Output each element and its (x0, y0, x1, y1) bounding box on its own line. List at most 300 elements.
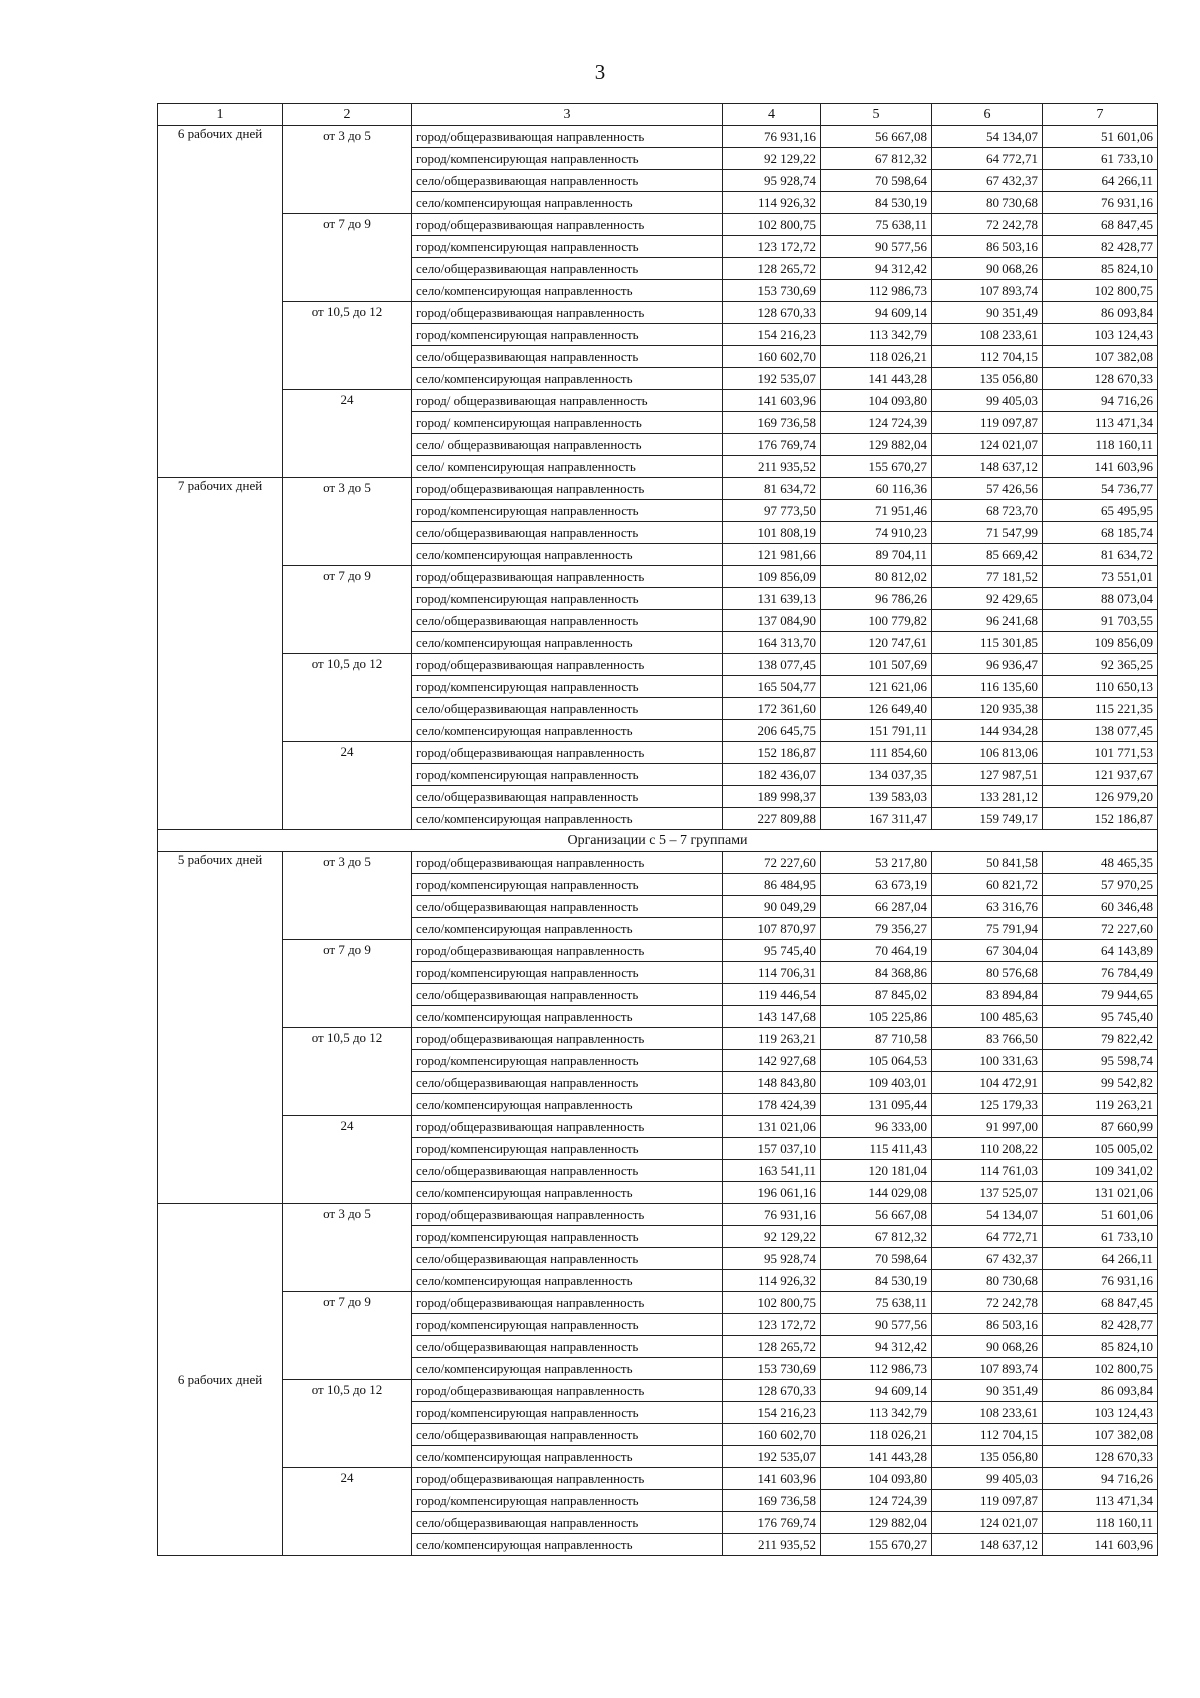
cost-value: 48 465,35 (1043, 852, 1158, 874)
cost-value: 107 893,74 (932, 1358, 1043, 1380)
direction-label: город/общеразвивающая направленность (412, 1380, 723, 1402)
column-header: 2 (283, 104, 412, 126)
cost-value: 63 673,19 (821, 874, 932, 896)
direction-label: город/компенсирующая направленность (412, 1314, 723, 1336)
cost-value: 60 116,36 (821, 478, 932, 500)
cost-value: 124 724,39 (821, 1490, 932, 1512)
cost-value: 114 926,32 (723, 192, 821, 214)
work-days-label: 6 рабочих дней (177, 1371, 263, 1387)
cost-value: 86 093,84 (1043, 1380, 1158, 1402)
cost-value: 131 639,13 (723, 588, 821, 610)
table-row (158, 1028, 1158, 1050)
cost-value: 116 135,60 (932, 676, 1043, 698)
direction-label: село/общеразвивающая направленность (412, 1248, 723, 1270)
cost-value: 104 093,80 (821, 1468, 932, 1490)
cost-value: 103 124,43 (1043, 324, 1158, 346)
hours-cell: от 7 до 9 (283, 1292, 412, 1380)
cost-value: 86 503,16 (932, 1314, 1043, 1336)
cost-value: 119 097,87 (932, 412, 1043, 434)
direction-label: село/компенсирующая направленность (412, 808, 723, 830)
direction-label: село/общеразвивающая направленность (412, 610, 723, 632)
section-title-row (158, 830, 1158, 852)
cost-value: 79 822,42 (1043, 1028, 1158, 1050)
direction-label: город/компенсирующая направленность (412, 500, 723, 522)
cost-value: 128 670,33 (1043, 368, 1158, 390)
cost-value: 143 147,68 (723, 1006, 821, 1028)
cost-value: 118 026,21 (821, 346, 932, 368)
cost-value: 211 935,52 (723, 456, 821, 478)
column-header: 7 (1043, 104, 1158, 126)
cost-value: 151 791,11 (821, 720, 932, 742)
cost-value: 102 800,75 (1043, 280, 1158, 302)
cost-value: 119 097,87 (932, 1490, 1043, 1512)
table-row (158, 214, 1158, 236)
cost-value: 113 471,34 (1043, 412, 1158, 434)
cost-value: 189 998,37 (723, 786, 821, 808)
cost-value: 67 432,37 (932, 170, 1043, 192)
cost-value: 127 987,51 (932, 764, 1043, 786)
hours-cell: от 7 до 9 (283, 940, 412, 1028)
cost-value: 57 426,56 (932, 478, 1043, 500)
cost-value: 82 428,77 (1043, 1314, 1158, 1336)
cost-value: 137 525,07 (932, 1182, 1043, 1204)
cost-value: 72 242,78 (932, 1292, 1043, 1314)
cost-value: 64 772,71 (932, 148, 1043, 170)
table-row (158, 852, 1158, 874)
cost-value: 192 535,07 (723, 368, 821, 390)
cost-value: 107 893,74 (932, 280, 1043, 302)
direction-label: город/компенсирующая направленность (412, 1490, 723, 1512)
cost-value: 76 931,16 (1043, 1270, 1158, 1292)
cost-value: 148 843,80 (723, 1072, 821, 1094)
cost-value: 131 021,06 (723, 1116, 821, 1138)
cost-value: 79 944,65 (1043, 984, 1158, 1006)
direction-label: село/компенсирующая направленность (412, 192, 723, 214)
cost-value: 82 428,77 (1043, 236, 1158, 258)
cost-value: 94 716,26 (1043, 1468, 1158, 1490)
cost-value: 160 602,70 (723, 1424, 821, 1446)
cost-value: 91 997,00 (932, 1116, 1043, 1138)
cost-value: 90 351,49 (932, 1380, 1043, 1402)
table-row (158, 1380, 1158, 1402)
cost-value: 95 928,74 (723, 1248, 821, 1270)
cost-value: 57 970,25 (1043, 874, 1158, 896)
direction-label: город/ компенсирующая направленность (412, 412, 723, 434)
cost-value: 169 736,58 (723, 412, 821, 434)
cost-value: 90 577,56 (821, 236, 932, 258)
cost-value: 124 724,39 (821, 412, 932, 434)
cost-value: 96 333,00 (821, 1116, 932, 1138)
cost-value: 152 186,87 (1043, 808, 1158, 830)
cost-value: 109 403,01 (821, 1072, 932, 1094)
direction-label: город/общеразвивающая направленность (412, 126, 723, 148)
cost-value: 67 812,32 (821, 148, 932, 170)
cost-value: 91 703,55 (1043, 610, 1158, 632)
cost-value: 123 172,72 (723, 1314, 821, 1336)
cost-value: 80 576,68 (932, 962, 1043, 984)
cost-value: 64 266,11 (1043, 1248, 1158, 1270)
cost-value: 68 723,70 (932, 500, 1043, 522)
table-row (158, 478, 1158, 500)
cost-value: 131 021,06 (1043, 1182, 1158, 1204)
cost-value: 86 484,95 (723, 874, 821, 896)
cost-value: 70 598,64 (821, 170, 932, 192)
cost-value: 206 645,75 (723, 720, 821, 742)
cost-value: 112 986,73 (821, 1358, 932, 1380)
cost-value: 128 670,33 (723, 302, 821, 324)
direction-label: город/общеразвивающая направленность (412, 1468, 723, 1490)
hours-cell: 24 (283, 390, 412, 478)
column-header: 5 (821, 104, 932, 126)
cost-value: 73 551,01 (1043, 566, 1158, 588)
direction-label: село/ компенсирующая направленность (412, 456, 723, 478)
table-row (158, 126, 1158, 148)
cost-value: 144 029,08 (821, 1182, 932, 1204)
cost-value: 131 095,44 (821, 1094, 932, 1116)
cost-value: 118 160,11 (1043, 434, 1158, 456)
direction-label: город/компенсирующая направленность (412, 962, 723, 984)
cost-value: 159 749,17 (932, 808, 1043, 830)
cost-value: 141 603,96 (723, 390, 821, 412)
cost-value: 61 733,10 (1043, 1226, 1158, 1248)
cost-value: 227 809,88 (723, 808, 821, 830)
direction-label: город/компенсирующая направленность (412, 236, 723, 258)
cost-value: 172 361,60 (723, 698, 821, 720)
direction-label: село/общеразвивающая направленность (412, 1336, 723, 1358)
cost-value: 192 535,07 (723, 1446, 821, 1468)
cost-value: 112 704,15 (932, 1424, 1043, 1446)
cost-value: 115 411,43 (821, 1138, 932, 1160)
cost-value: 90 068,26 (932, 1336, 1043, 1358)
direction-label: город/общеразвивающая направленность (412, 1204, 723, 1226)
direction-label: село/компенсирующая направленность (412, 1094, 723, 1116)
cost-value: 112 704,15 (932, 346, 1043, 368)
direction-label: город/компенсирующая направленность (412, 324, 723, 346)
cost-value: 53 217,80 (821, 852, 932, 874)
table-row (158, 566, 1158, 588)
direction-label: село/общеразвивающая направленность (412, 896, 723, 918)
table-row (158, 1204, 1158, 1226)
direction-label: село/компенсирующая направленность (412, 720, 723, 742)
cost-value: 83 766,50 (932, 1028, 1043, 1050)
direction-label: город/ общеразвивающая направленность (412, 390, 723, 412)
cost-value: 72 242,78 (932, 214, 1043, 236)
cost-value: 102 800,75 (723, 214, 821, 236)
cost-value: 141 603,96 (1043, 456, 1158, 478)
cost-value: 111 854,60 (821, 742, 932, 764)
cost-value: 148 637,12 (932, 456, 1043, 478)
direction-label: село/общеразвивающая направленность (412, 1424, 723, 1446)
cost-value: 167 311,47 (821, 808, 932, 830)
cost-value: 129 882,04 (821, 434, 932, 456)
cost-value: 85 669,42 (932, 544, 1043, 566)
hours-cell: от 7 до 9 (283, 214, 412, 302)
cost-value: 67 432,37 (932, 1248, 1043, 1270)
cost-value: 141 443,28 (821, 1446, 932, 1468)
cost-value: 90 577,56 (821, 1314, 932, 1336)
cost-value: 94 609,14 (821, 302, 932, 324)
cost-value: 88 073,04 (1043, 588, 1158, 610)
cost-value: 105 005,02 (1043, 1138, 1158, 1160)
cost-value: 68 847,45 (1043, 214, 1158, 236)
cost-value: 113 342,79 (821, 1402, 932, 1424)
cost-value: 119 446,54 (723, 984, 821, 1006)
cost-value: 108 233,61 (932, 324, 1043, 346)
table-row (158, 1292, 1158, 1314)
cost-value: 196 061,16 (723, 1182, 821, 1204)
cost-value: 142 927,68 (723, 1050, 821, 1072)
cost-value: 92 429,65 (932, 588, 1043, 610)
direction-label: село/компенсирующая направленность (412, 280, 723, 302)
cost-value: 84 368,86 (821, 962, 932, 984)
cost-value: 56 667,08 (821, 1204, 932, 1226)
cost-value: 124 021,07 (932, 1512, 1043, 1534)
direction-label: город/общеразвивающая направленность (412, 302, 723, 324)
cost-value: 77 181,52 (932, 566, 1043, 588)
cost-value: 125 179,33 (932, 1094, 1043, 1116)
cost-value: 113 471,34 (1043, 1490, 1158, 1512)
cost-value: 120 181,04 (821, 1160, 932, 1182)
cost-value: 120 935,38 (932, 698, 1043, 720)
direction-label: город/компенсирующая направленность (412, 588, 723, 610)
cost-value: 141 603,96 (1043, 1534, 1158, 1556)
direction-label: село/общеразвивающая направленность (412, 698, 723, 720)
direction-label: село/компенсирующая направленность (412, 1446, 723, 1468)
table-row (158, 390, 1158, 412)
cost-value: 128 265,72 (723, 258, 821, 280)
cost-value: 87 710,58 (821, 1028, 932, 1050)
column-header: 3 (412, 104, 723, 126)
cost-value: 80 812,02 (821, 566, 932, 588)
work-days-cell (158, 852, 283, 1204)
cost-value: 60 346,48 (1043, 896, 1158, 918)
work-days-label: 6 рабочих дней (177, 126, 263, 141)
cost-value: 76 931,16 (1043, 192, 1158, 214)
cost-value: 92 129,22 (723, 148, 821, 170)
cost-value: 128 670,33 (1043, 1446, 1158, 1468)
cost-value: 121 621,06 (821, 676, 932, 698)
cost-value: 165 504,77 (723, 676, 821, 698)
cost-value: 164 313,70 (723, 632, 821, 654)
cost-value: 76 931,16 (723, 1204, 821, 1226)
table-row (158, 742, 1158, 764)
table-row (158, 302, 1158, 324)
cost-value: 90 049,29 (723, 896, 821, 918)
cost-value: 110 650,13 (1043, 676, 1158, 698)
work-days-cell (158, 126, 283, 478)
cost-value: 155 670,27 (821, 456, 932, 478)
cost-value: 50 841,58 (932, 852, 1043, 874)
cost-value: 71 547,99 (932, 522, 1043, 544)
cost-value: 105 225,86 (821, 1006, 932, 1028)
cost-value: 86 503,16 (932, 236, 1043, 258)
cost-value: 64 772,71 (932, 1226, 1043, 1248)
cost-value: 84 530,19 (821, 1270, 932, 1292)
cost-value: 96 786,26 (821, 588, 932, 610)
direction-label: село/общеразвивающая направленность (412, 786, 723, 808)
table-row (158, 654, 1158, 676)
work-days-label: 7 рабочих дней (177, 478, 263, 493)
direction-label: город/компенсирующая направленность (412, 148, 723, 170)
cost-value: 137 084,90 (723, 610, 821, 632)
cost-value: 85 824,10 (1043, 258, 1158, 280)
cost-value: 154 216,23 (723, 324, 821, 346)
cost-value: 67 812,32 (821, 1226, 932, 1248)
cost-value: 63 316,76 (932, 896, 1043, 918)
cost-value: 128 265,72 (723, 1336, 821, 1358)
direction-label: город/общеразвивающая направленность (412, 940, 723, 962)
direction-label: город/компенсирующая направленность (412, 1050, 723, 1072)
cost-value: 115 221,35 (1043, 698, 1158, 720)
cost-value: 76 931,16 (723, 126, 821, 148)
cost-value: 67 304,04 (932, 940, 1043, 962)
page-number: 3 (594, 60, 606, 84)
cost-value: 119 263,21 (723, 1028, 821, 1050)
cost-value: 112 986,73 (821, 280, 932, 302)
direction-label: село/компенсирующая направленность (412, 1182, 723, 1204)
cost-value: 135 056,80 (932, 1446, 1043, 1468)
cost-value: 99 405,03 (932, 1468, 1043, 1490)
direction-label: село/общеразвивающая направленность (412, 984, 723, 1006)
hours-cell: от 3 до 5 (283, 126, 412, 214)
direction-label: город/общеразвивающая направленность (412, 1028, 723, 1050)
cost-value: 70 464,19 (821, 940, 932, 962)
direction-label: село/компенсирующая направленность (412, 918, 723, 940)
column-header: 6 (932, 104, 1043, 126)
cost-value: 114 706,31 (723, 962, 821, 984)
cost-value: 75 791,94 (932, 918, 1043, 940)
cost-value: 107 382,08 (1043, 1424, 1158, 1446)
direction-label: село/компенсирующая направленность (412, 632, 723, 654)
cost-value: 113 342,79 (821, 324, 932, 346)
direction-label: село/общеразвивающая направленность (412, 1512, 723, 1534)
cost-value: 144 934,28 (932, 720, 1043, 742)
cost-value: 157 037,10 (723, 1138, 821, 1160)
cost-value: 108 233,61 (932, 1402, 1043, 1424)
cost-value: 94 609,14 (821, 1380, 932, 1402)
cost-value: 54 134,07 (932, 1204, 1043, 1226)
cost-value: 120 747,61 (821, 632, 932, 654)
cost-value: 65 495,95 (1043, 500, 1158, 522)
direction-label: город/компенсирующая направленность (412, 676, 723, 698)
cost-value: 68 185,74 (1043, 522, 1158, 544)
cost-value: 104 472,91 (932, 1072, 1043, 1094)
cost-value: 107 870,97 (723, 918, 821, 940)
cost-value: 94 312,42 (821, 258, 932, 280)
cost-value: 139 583,03 (821, 786, 932, 808)
cost-value: 101 507,69 (821, 654, 932, 676)
direction-label: село/общеразвивающая направленность (412, 1072, 723, 1094)
cost-value: 72 227,60 (1043, 918, 1158, 940)
cost-value: 70 598,64 (821, 1248, 932, 1270)
cost-value: 100 779,82 (821, 610, 932, 632)
direction-label: село/общеразвивающая направленность (412, 258, 723, 280)
cost-value: 153 730,69 (723, 1358, 821, 1380)
cost-value: 92 365,25 (1043, 654, 1158, 676)
cost-value: 124 021,07 (932, 434, 1043, 456)
cost-value: 75 638,11 (821, 214, 932, 236)
work-days-cell (158, 1204, 283, 1556)
cost-value: 129 882,04 (821, 1512, 932, 1534)
cost-value: 138 077,45 (1043, 720, 1158, 742)
cost-value: 123 172,72 (723, 236, 821, 258)
direction-label: город/компенсирующая направленность (412, 1138, 723, 1160)
direction-label: село/общеразвивающая направленность (412, 1160, 723, 1182)
cost-value: 71 951,46 (821, 500, 932, 522)
cost-value: 182 436,07 (723, 764, 821, 786)
cost-value: 95 598,74 (1043, 1050, 1158, 1072)
cost-value: 118 026,21 (821, 1424, 932, 1446)
cost-value: 54 134,07 (932, 126, 1043, 148)
cost-value: 100 485,63 (932, 1006, 1043, 1028)
hours-cell: 24 (283, 1116, 412, 1204)
cost-value: 61 733,10 (1043, 148, 1158, 170)
cost-value: 95 745,40 (723, 940, 821, 962)
cost-value: 115 301,85 (932, 632, 1043, 654)
cost-value: 126 649,40 (821, 698, 932, 720)
direction-label: село/компенсирующая направленность (412, 368, 723, 390)
cost-value: 119 263,21 (1043, 1094, 1158, 1116)
direction-label: город/общеразвивающая направленность (412, 1116, 723, 1138)
direction-label: село/компенсирующая направленность (412, 1270, 723, 1292)
cost-value: 114 761,03 (932, 1160, 1043, 1182)
section-title: Организации с 5 – 7 группами (158, 830, 1158, 852)
hours-cell: от 10,5 до 12 (283, 302, 412, 390)
cost-value: 134 037,35 (821, 764, 932, 786)
cost-value: 102 800,75 (723, 1292, 821, 1314)
direction-label: город/компенсирующая направленность (412, 1402, 723, 1424)
hours-cell: от 3 до 5 (283, 852, 412, 940)
cost-value: 81 634,72 (723, 478, 821, 500)
cost-value: 99 542,82 (1043, 1072, 1158, 1094)
cost-value: 128 670,33 (723, 1380, 821, 1402)
cost-value: 153 730,69 (723, 280, 821, 302)
direction-label: село/общеразвивающая направленность (412, 522, 723, 544)
cost-value: 178 424,39 (723, 1094, 821, 1116)
cost-value: 56 667,08 (821, 126, 932, 148)
cost-value: 109 856,09 (723, 566, 821, 588)
tariff-table (157, 103, 1158, 1556)
cost-value: 107 382,08 (1043, 346, 1158, 368)
column-header: 1 (158, 104, 283, 126)
cost-value: 92 129,22 (723, 1226, 821, 1248)
cost-value: 141 443,28 (821, 368, 932, 390)
cost-value: 51 601,06 (1043, 126, 1158, 148)
cost-value: 80 730,68 (932, 192, 1043, 214)
cost-value: 94 716,26 (1043, 390, 1158, 412)
cost-value: 133 281,12 (932, 786, 1043, 808)
hours-cell: от 7 до 9 (283, 566, 412, 654)
direction-label: город/компенсирующая направленность (412, 764, 723, 786)
cost-value: 104 093,80 (821, 390, 932, 412)
cost-value: 80 730,68 (932, 1270, 1043, 1292)
cost-value: 97 773,50 (723, 500, 821, 522)
cost-value: 105 064,53 (821, 1050, 932, 1072)
cost-value: 110 208,22 (932, 1138, 1043, 1160)
cost-value: 89 704,11 (821, 544, 932, 566)
direction-label: село/компенсирующая направленность (412, 544, 723, 566)
cost-value: 81 634,72 (1043, 544, 1158, 566)
cost-value: 106 813,06 (932, 742, 1043, 764)
cost-value: 95 745,40 (1043, 1006, 1158, 1028)
cost-value: 155 670,27 (821, 1534, 932, 1556)
cost-value: 64 266,11 (1043, 170, 1158, 192)
cost-value: 109 856,09 (1043, 632, 1158, 654)
hours-cell: от 3 до 5 (283, 478, 412, 566)
cost-value: 95 928,74 (723, 170, 821, 192)
cost-value: 169 736,58 (723, 1490, 821, 1512)
cost-value: 83 894,84 (932, 984, 1043, 1006)
